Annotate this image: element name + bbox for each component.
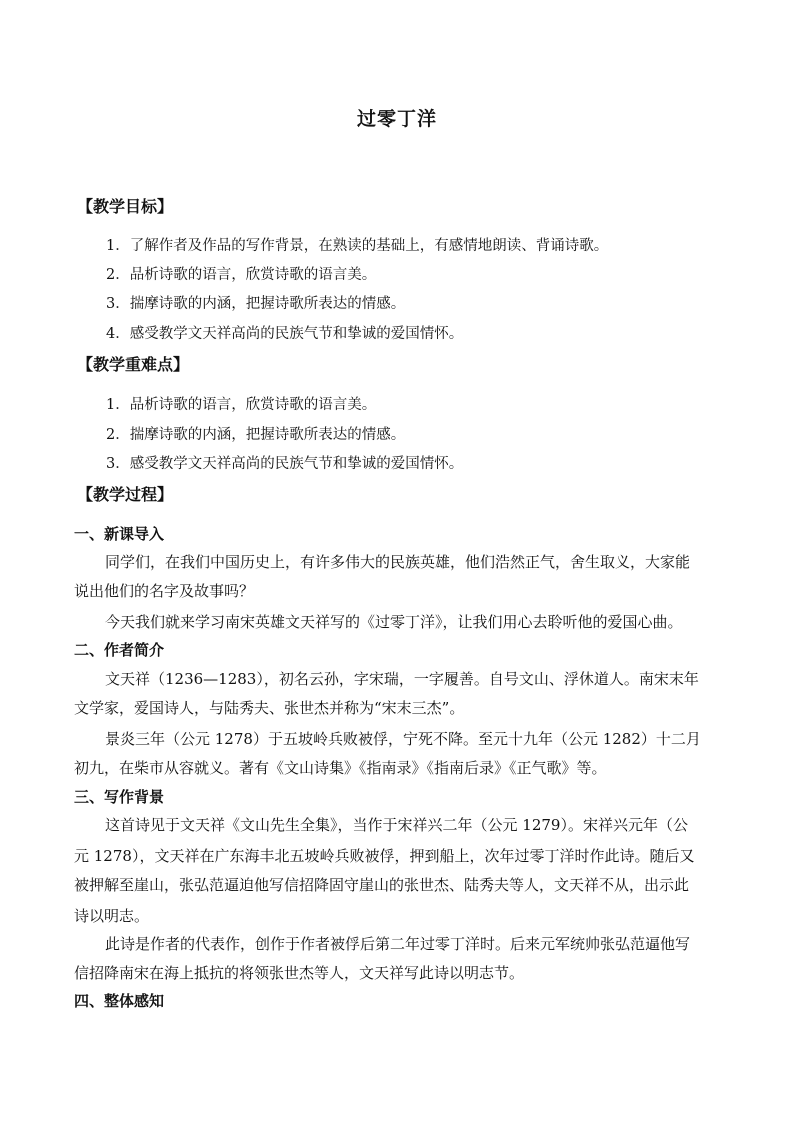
objective-item: 1．了解作者及作品的写作背景，在熟读的基础上，有感情地朗读、背诵诗歌。 xyxy=(106,238,609,254)
author-heading: 二、作者简介 xyxy=(74,641,165,659)
background-heading: 三、写作背景 xyxy=(74,788,165,806)
paragraph-line: 说出他们的名字及故事吗？ xyxy=(74,582,255,600)
paragraph-line: 同学们，在我们中国历史上，有许多伟大的民族英雄，他们浩然正气，舍生取义，大家能 xyxy=(105,553,691,571)
objective-item: 4．感受教学文天祥高尚的民族气节和挚诚的爱国情怀。 xyxy=(106,326,464,342)
paragraph-line: 文学家，爱国诗人，与陆秀夫、张世杰并称为“宋末三杰”。 xyxy=(74,699,465,717)
key-point-item: 2．揣摩诗歌的内涵，把握诗歌所表达的情感。 xyxy=(106,427,406,443)
paragraph-line: 这首诗见于文天祥《文山先生全集》，当作于宋祥兴二年（公元 1279）。宋祥兴元年（公 xyxy=(105,816,688,834)
paragraph-line: 今天我们就来学习南宋英雄文天祥写的《过零丁洋》，让我们用心去聆听他的爱国心曲。 xyxy=(105,613,683,631)
perception-heading: 四、整体感知 xyxy=(74,992,165,1010)
page-title: 过零丁洋 xyxy=(356,108,437,130)
objective-item: 2．品析诗歌的语言，欣赏诗歌的语言美。 xyxy=(106,267,377,283)
key-point-item: 3．感受教学文天祥高尚的民族气节和挚诚的爱国情怀。 xyxy=(106,456,464,472)
paragraph-line: 元 1278），文天祥在广东海丰北五坡岭兵败被俘，押到船上，次年过零丁洋时作此诗。随后又 xyxy=(74,847,695,865)
key-point-item: 1．品析诗歌的语言，欣赏诗歌的语言美。 xyxy=(106,397,377,413)
paragraph-line: 景炎三年（公元 1278）于五坡岭兵败被俘，宁死不降。至元十九年（公元 1282）十二月 xyxy=(105,730,701,748)
paragraph-line: 文天祥（1236—1283），初名云孙，字宋瑞，一字履善。自号文山、浮休道人。南宋末年 xyxy=(105,670,699,688)
paragraph-line: 诗以明志。 xyxy=(74,907,150,925)
paragraph-line: 信招降南宋在海上抵抗的将领张世杰等人，文天祥写此诗以明志节。 xyxy=(74,964,525,982)
objectives-heading: 【教学目标】 xyxy=(77,197,174,216)
paragraph-line: 初九，在柴市从容就义。著有《文山诗集》《指南录》《指南后录》《正气歌》等。 xyxy=(74,759,607,777)
intro-heading: 一、新课导入 xyxy=(74,525,165,543)
process-heading: 【教学过程】 xyxy=(77,485,174,504)
paragraph-line: 此诗是作者的代表作，创作于作者被俘后第二年过零丁洋时。后来元军统帅张弘范逼他写 xyxy=(105,935,691,953)
key-points-heading: 【教学重难点】 xyxy=(77,355,190,374)
objective-item: 3．揣摩诗歌的内涵，把握诗歌所表达的情感。 xyxy=(106,296,406,312)
paragraph-line: 被押解至崖山，张弘范逼迫他写信招降固守崖山的张世杰、陆秀夫等人，文天祥不从，出示此 xyxy=(74,876,690,894)
